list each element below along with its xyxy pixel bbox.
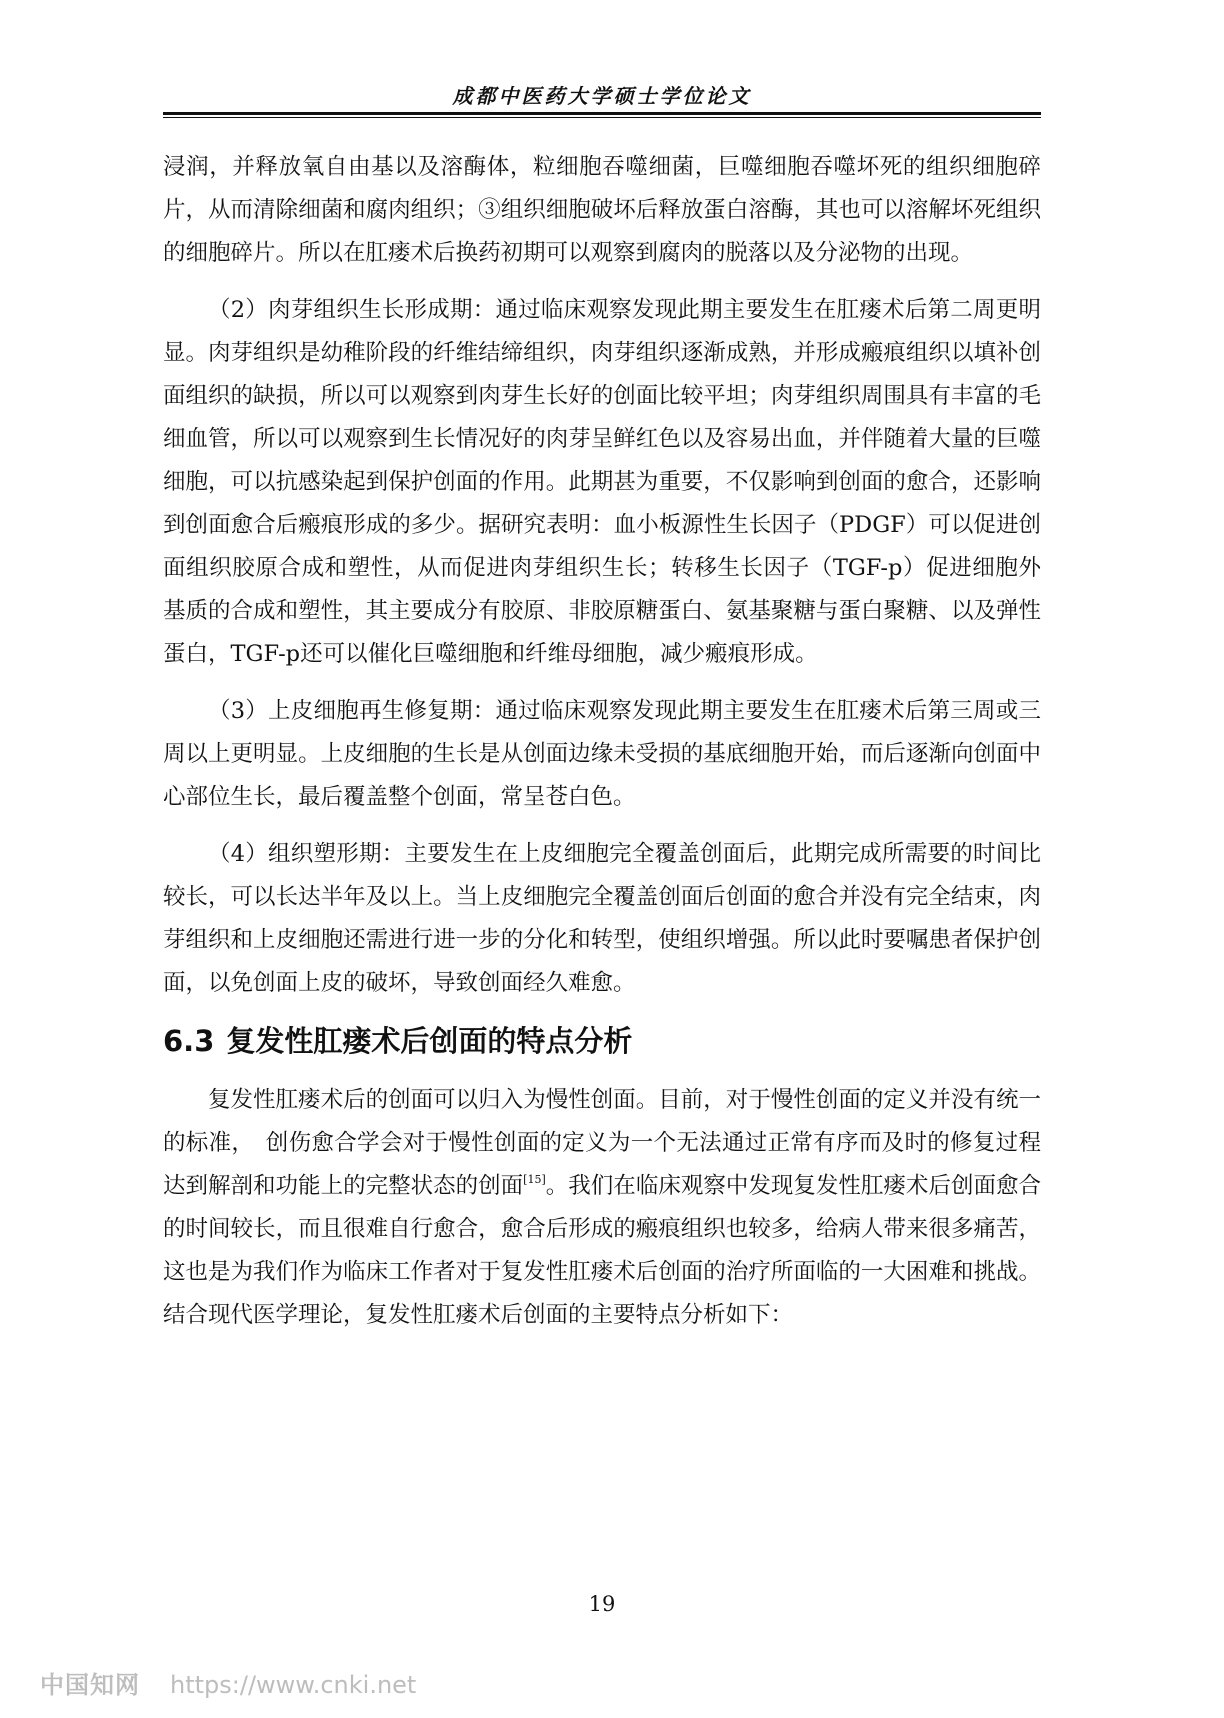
watermark-brand: 中国知网: [40, 1671, 140, 1699]
paragraph-epithelial-phase: （3）上皮细胞再生修复期：通过临床观察发现此期主要发生在肛瘘术后第三周或三周以上更明显。上皮细胞的生长是从创面边缘未受损的基底细胞开始，而后逐渐向创面中心部位生长，最后覆盖整个创面，常呈苍白色。: [163, 698, 1041, 810]
watermark: [40, 1665, 416, 1700]
page-number: 19: [588, 1592, 616, 1616]
section-title: 复发性肛瘘术后创面的特点分析: [226, 1024, 633, 1058]
body-text: [163, 146, 1041, 1351]
paragraph-text-a: 复发性肛瘘术后的创面可以归入为慢性创面。目前，对于慢性创面的定义并没有统一的标准， 创伤愈合学会对于慢性创面的定义为一个无法通过正常有序而及时的修复过程达到解剖和功能上的完整状态的创面: [163, 1087, 1041, 1199]
paragraph-remodeling-phase: （4）组织塑形期：主要发生在上皮细胞完全覆盖创面后，此期完成所需要的时间比较长，可以长达半年及以上。当上皮细胞完全覆盖创面后创面的愈合并没有完全结束，肉芽组织和上皮细胞还需进行进一步的分化和转型，使组织增强。所以此时要嘱患者保护创面，以免创面上皮的破坏，导致创面经久难愈。: [163, 841, 1041, 996]
paragraph-granulation-phase: （2）肉芽组织生长形成期：通过临床观察发现此期主要发生在肛瘘术后第二周更明显。肉芽组织是幼稚阶段的纤维结缔组织，肉芽组织逐渐成熟，并形成瘢痕组织以填补创面组织的缺损，所以可以观察到肉芽生长好的创面比较平坦；肉芽组织周围具有丰富的毛细血管，所以可以观察到生长情况好的肉芽呈鲜红色以及容易出血，并伴随着大量的巨噬细胞，可以抗感染起到保护创面的作用。此期甚为重要，不仅影响到创面的愈合，还影响到创面愈合后瘢痕形成的多少。据研究表明：血小板源性生长因子（PDGF）可以促进创面组织胶原合成和塑性，从而促进肉芽组织生长；转移生长因子（TGF-p）促进细胞外基质的合成和塑性，其主要成分有胶原、非胶原糖蛋白、氨基聚糖与蛋白聚糖、以及弹性蛋白，TGF-p还可以催化巨噬细胞和纤维母细胞，减少瘢痕形成。: [163, 297, 1041, 667]
watermark-url: https://www.cnki.net: [170, 1671, 417, 1699]
paragraph-section-intro: [163, 1079, 1041, 1337]
paragraph-text-b: 。我们在临床观察中发现复发性肛瘘术后创面愈合的时间较长，而且很难自行愈合，愈合后形成的瘢痕组织也较多，给病人带来很多痛苦，这也是为我们作为临床工作者对于复发性肛瘘术后创面的治疗所面临的一大困难和挑战。结合现代医学理论，复发性肛瘘术后创面的主要特点分析如下：: [163, 1173, 1041, 1328]
running-header: 成都中医药大学硕士学位论文: [452, 84, 752, 108]
citation-ref: [15]: [523, 1173, 546, 1186]
section-heading: [163, 1019, 1041, 1063]
section-number: 6.3: [163, 1024, 215, 1058]
header-rule: [163, 112, 1041, 115]
paragraph-continued: 浸润，并释放氧自由基以及溶酶体，粒细胞吞噬细菌，巨噬细胞吞噬坏死的组织细胞碎片，从而清除细菌和腐肉组织；③组织细胞破坏后释放蛋白溶酶，其也可以溶解坏死组织的细胞碎片。所以在肛瘘术后换药初期可以观察到腐肉的脱落以及分泌物的出现。: [163, 154, 1041, 266]
header-rule-thin: [163, 117, 1041, 118]
